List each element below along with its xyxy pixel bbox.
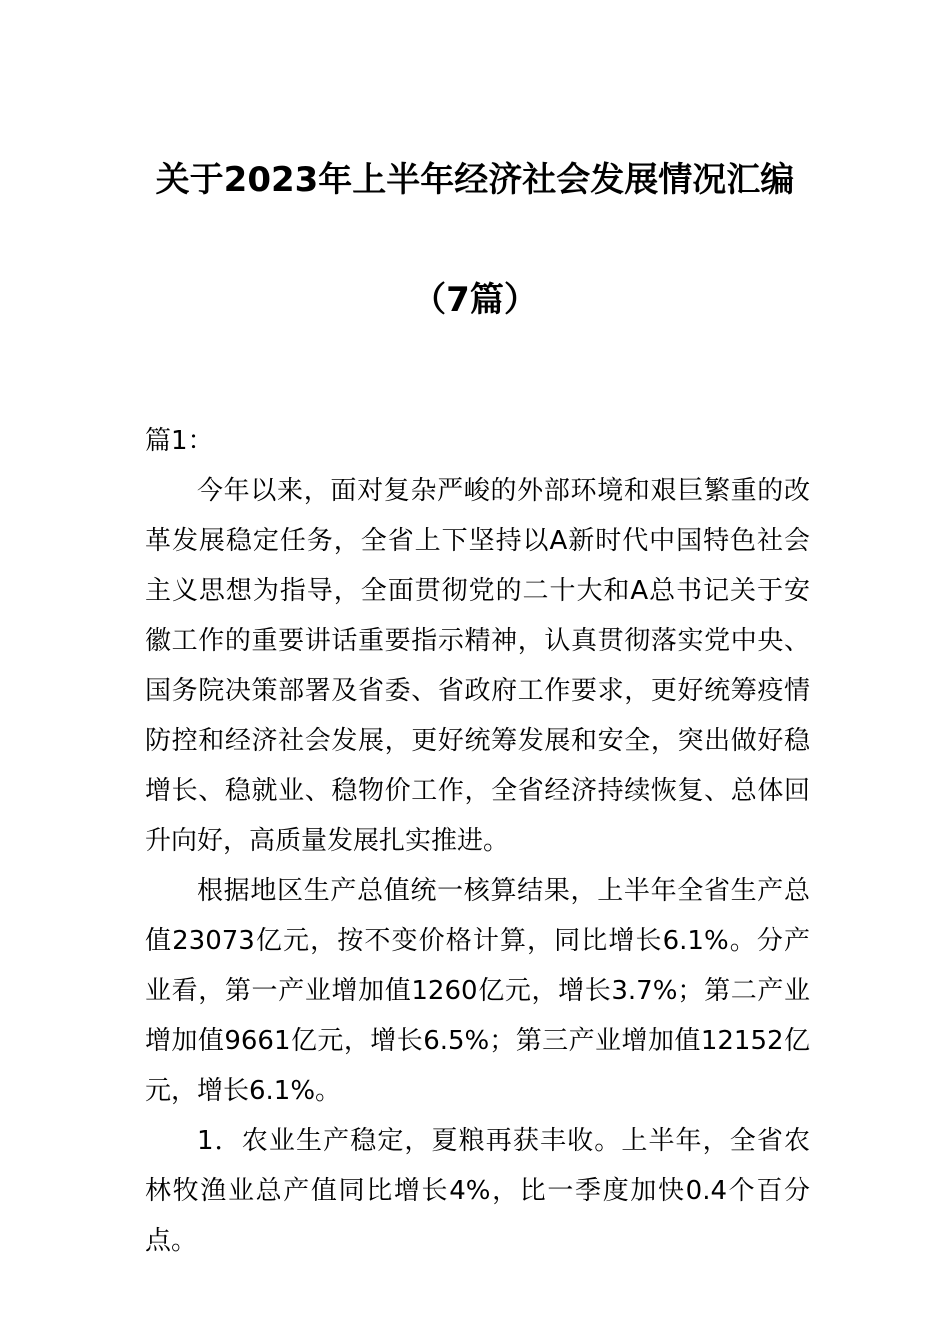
paragraph-1: 今年以来，面对复杂严峻的外部环境和艰巨繁重的改革发展稳定任务，全省上下坚持以A新时代中国特色社会主义思想为指导，全面贯彻党的二十大和A总书记关于安徽工作的重要讲话重要指示精神，认真贯彻落实党中央、国务院决策部署及省委、省政府工作要求，更好统筹疫情防控和经济社会发展，更好统筹发展和安全，突出做好稳增长、稳就业、稳物价工作，全省经济持续恢复、总体回升向好，高质量发展扎实推进。 [145,476,810,856]
document-title: 关于2023年上半年经济社会发展情况汇编 [155,160,795,200]
paragraph-3: 1．农业生产稳定，夏粮再获丰收。上半年，全省农林牧渔业总产值同比增长4%，比一季度加快0.4个百分点。 [145,1126,810,1256]
paragraph-2: 根据地区生产总值统一核算结果，上半年全省生产总值23073亿元，按不变价格计算，同比增长6.1%。分产业看，第一产业增加值1260亿元，增长3.7%；第二产业增加值9661亿元，增长6.5%；第三产业增加值12152亿元，增长6.1%。 [145,876,810,1106]
section-label: 篇1： [145,426,214,456]
document-subtitle: （7篇） [412,280,538,320]
